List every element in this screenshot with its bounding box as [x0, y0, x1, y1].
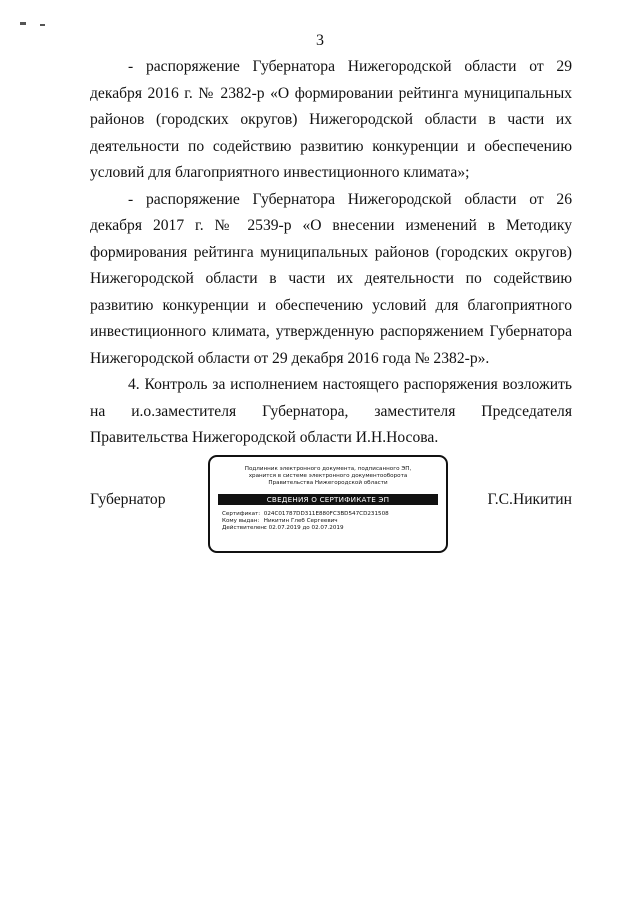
electronic-signature-stamp	[208, 455, 448, 553]
paragraph: 4. Контроль за исполнением настоящего распоряжения возложить на и.о.заместителя Губернатора, заместителя Председателя Правительства Нижегородской области И.Н.Носова.	[90, 376, 572, 446]
scan-mark	[20, 22, 26, 25]
certificate-value: 024C01787DD311E880FC3BD547CD231508	[263, 511, 389, 517]
signature-block	[90, 455, 572, 555]
certificate-line	[222, 511, 446, 518]
page-number: 3	[316, 32, 324, 49]
issued-to-value: Никитин Глеб Сергеевич	[263, 518, 338, 525]
certificate-label: Сертификат:	[222, 511, 261, 517]
paragraph: - распоряжение Губернатора Нижегородской области от 26 декабря 2017 г. № 2539-р «О внесении изменений в Методику формирования рейтинга муниципальных районов (городских округов) Нижегородской области в части их деятельности по содействию развитию конкуренции и обеспечению условий для благоприятного инвестиционного климата, утвержденную распоряжением Губернатора Нижегородской области от 29 декабря 2016 года № 2382-р».	[90, 190, 572, 367]
validity-line	[222, 525, 446, 532]
certificate-details	[222, 511, 446, 533]
scan-mark	[40, 24, 45, 26]
validity-value: с 02.07.2019 до 02.07.2019	[263, 525, 344, 532]
document-body	[90, 54, 572, 452]
stamp-note: Подлинник электронного документа, подписанного ЭП, хранится в системе электронного документооборота Правительства Нижегородской области	[244, 466, 412, 486]
signatory-position: Губернатор	[90, 491, 166, 508]
stamp-banner: СВЕДЕНИЯ О СЕРТИФИКАТЕ ЭП	[218, 494, 438, 505]
signatory-name: Г.С.Никитин	[487, 491, 572, 508]
validity-label: Действителен:	[222, 525, 266, 532]
issued-to-label: Кому выдан:	[222, 518, 260, 525]
paragraph: - распоряжение Губернатора Нижегородской области от 29 декабря 2016 г. № 2382-р «О формировании рейтинга муниципальных районов (городских округов) Нижегородской области в части их деятельности по содействию развитию конкуренции и обеспечению условий для благоприятного инвестиционного климата»;	[90, 58, 572, 181]
